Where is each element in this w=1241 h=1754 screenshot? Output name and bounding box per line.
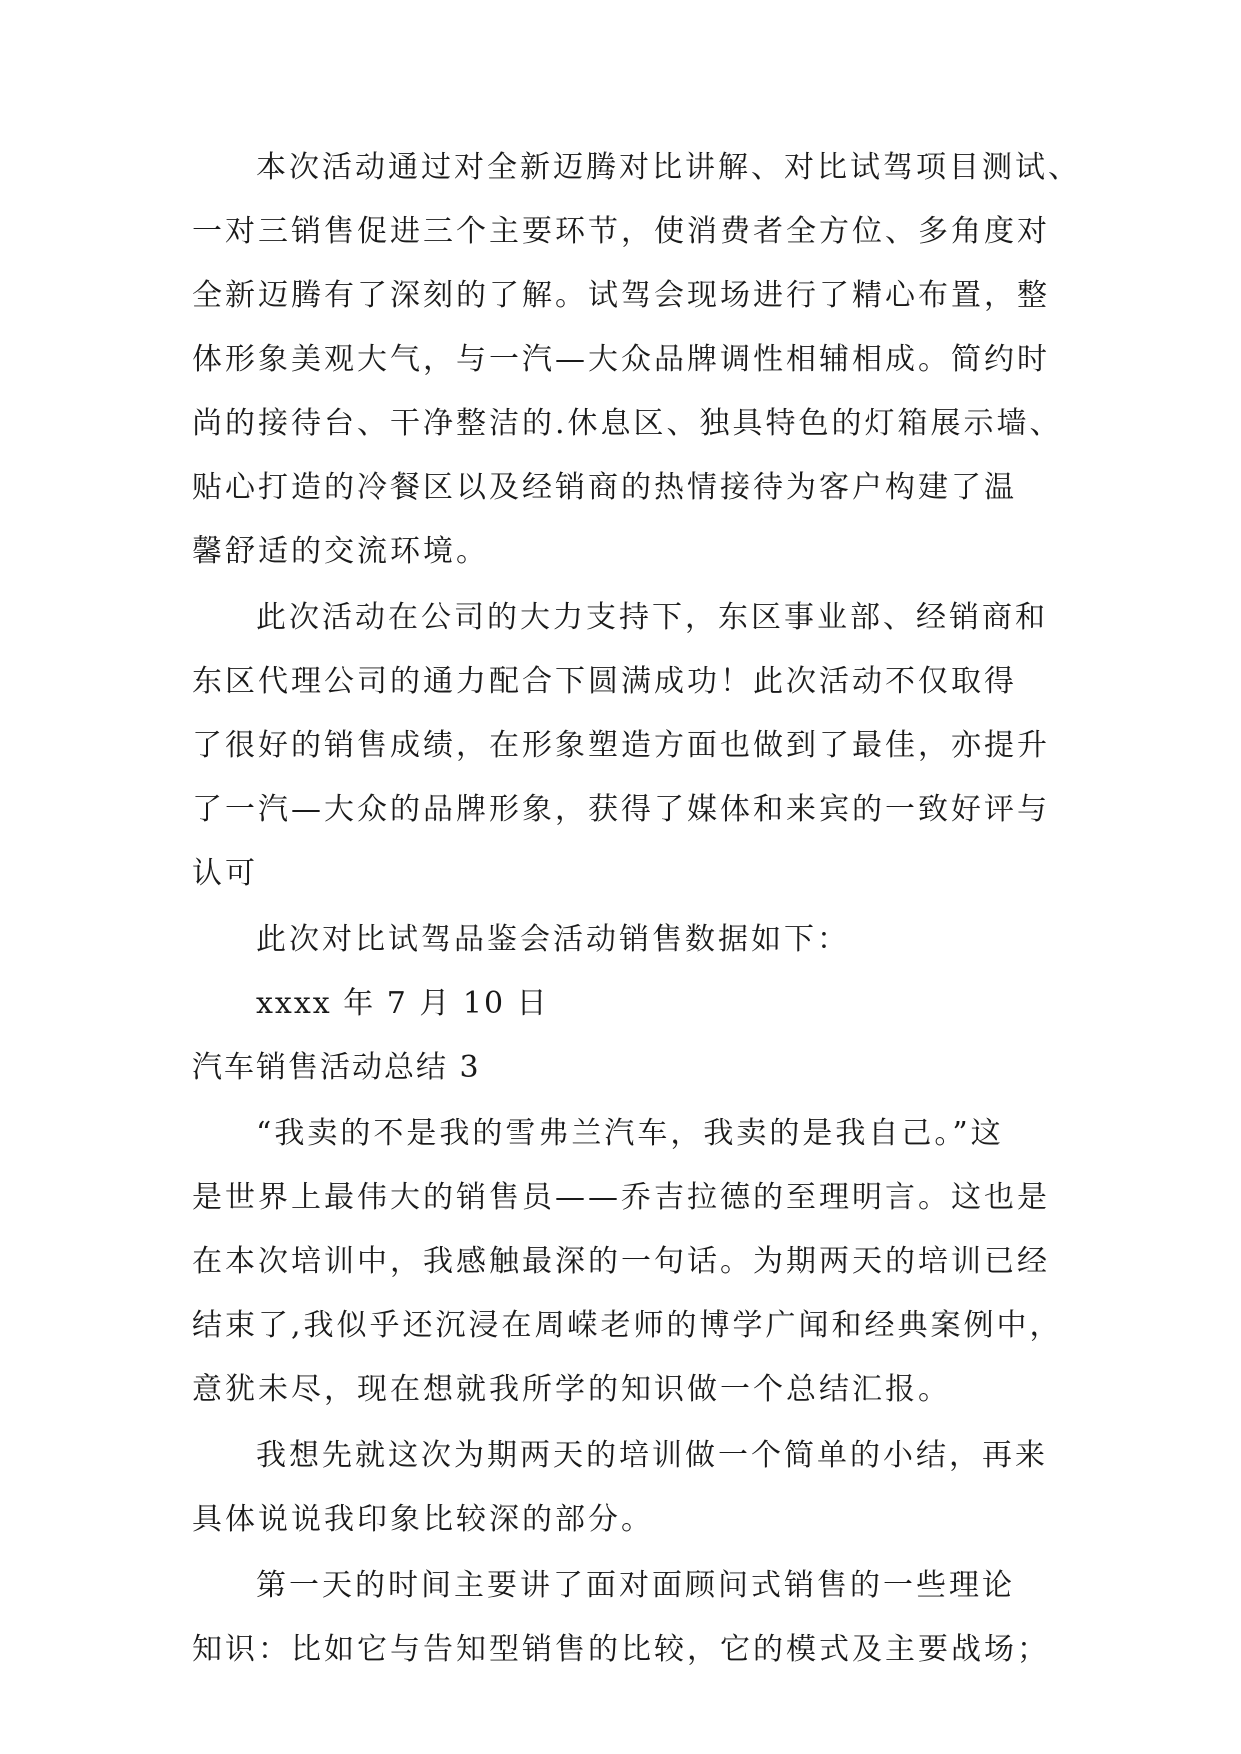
paragraph-line: 全新迈腾有了深刻的了解。试驾会现场进行了精心布置，整 — [192, 278, 1050, 313]
paragraph-line: 具体说说我印象比较深的部分。 — [192, 1502, 654, 1537]
paragraph-line: 一对三销售促进三个主要环节，使消费者全方位、多角度对 — [192, 214, 1050, 249]
paragraph-line: 了一汽—大众的品牌形象，获得了媒体和来宾的一致好评与 — [192, 792, 1050, 827]
paragraph-line: 此次活动在公司的大力支持下，东区事业部、经销商和 — [256, 600, 1048, 635]
paragraph-line: 本次活动通过对全新迈腾对比讲解、对比试驾项目测试、 — [256, 150, 1081, 185]
paragraph-line: 东区代理公司的通力配合下圆满成功！此次活动不仅取得 — [192, 664, 1017, 699]
paragraph-line: 体形象美观大气，与一汽—大众品牌调性相辅相成。简约时 — [192, 342, 1050, 377]
paragraph-line: 贴心打造的冷餐区以及经销商的热情接待为客户构建了温 — [192, 470, 1017, 505]
section-heading: 汽车销售活动总结 3 — [192, 1050, 481, 1085]
date-line: xxxx 年 7 月 10 日 — [256, 986, 549, 1021]
paragraph-line: 意犹未尽，现在想就我所学的知识做一个总结汇报。 — [192, 1372, 951, 1407]
paragraph-line: 第一天的时间主要讲了面对面顾问式销售的一些理论 — [256, 1568, 1015, 1603]
paragraph-line: 尚的接待台、干净整洁的.休息区、独具特色的灯箱展示墙、 — [192, 406, 1063, 441]
paragraph-line: 在本次培训中，我感触最深的一句话。为期两天的培训已经 — [192, 1244, 1050, 1279]
paragraph-line: 认可 — [192, 856, 258, 891]
paragraph-line: 知识：比如它与告知型销售的比较，它的模式及主要战场； — [192, 1632, 1050, 1667]
paragraph-line: 结束了,我似乎还沉浸在周嵘老师的博学广闻和经典案例中， — [192, 1308, 1063, 1343]
paragraph-line: 此次对比试驾品鉴会活动销售数据如下： — [256, 922, 850, 957]
paragraph-line: 我想先就这次为期两天的培训做一个简单的小结，再来 — [256, 1438, 1048, 1473]
paragraph-line: “我卖的不是我的雪弗兰汽车，我卖的是我自己。”这 — [256, 1116, 1004, 1151]
paragraph-line: 是世界上最伟大的销售员——乔吉拉德的至理明言。这也是 — [192, 1180, 1050, 1215]
paragraph-line: 馨舒适的交流环境。 — [192, 534, 489, 569]
paragraph-line: 了很好的销售成绩，在形象塑造方面也做到了最佳，亦提升 — [192, 728, 1050, 763]
